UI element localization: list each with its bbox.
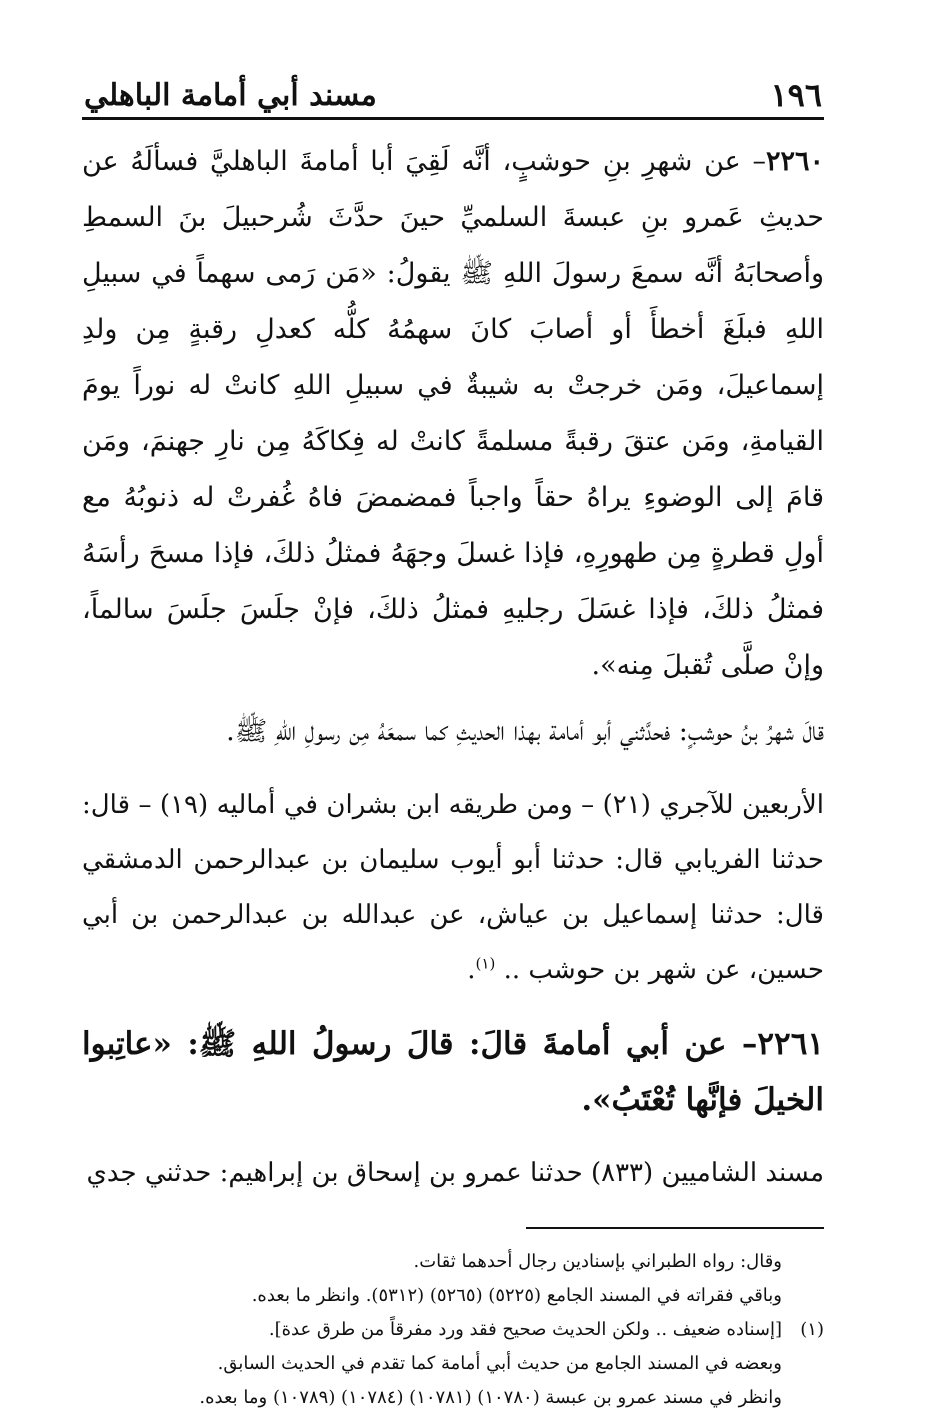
page-header <box>82 70 824 120</box>
hadith-2261-source: مسند الشاميين (٨٣٣) حدثنا عمرو بن إسحاق بن إبراهيم: حدثني جدي <box>86 1158 824 1188</box>
footnote-divider <box>526 1227 824 1229</box>
hadith-2260-source: الأربعين للآجري (٢١) – ومن طريقه ابن بشران في أماليه (١٩) – قال: حدثنا الفريابي قال: حدثنا أبو أيوب سليمان بن عبدالرحمن الدمشقي قال: حدثنا إسماعيل بن عياش، عن عبدالله بن عبدالرحمن بن أبي حسين، عن شهر بن حوشب .. $^{(١)}$. <box>82 790 824 985</box>
footnote-marker: (١) <box>800 1319 824 1340</box>
book-title: مسند أبي أمامة الباهلي <box>84 78 377 113</box>
footnote-1 <box>82 1313 824 1347</box>
hadith-2260 <box>82 134 824 694</box>
source-text: الأربعين للآجري (٢١) – ومن طريقه ابن بشران في أماليه (١٩) – قال: حدثنا الفريابي قال: حدثنا أبو أيوب سليمان بن عبدالرحمن الدمشقي قال: حدثنا إسماعيل بن عياش، عن عبدالله بن عبدالرحمن بن أبي حسين، عن شهر بن حوشب .. <box>82 790 824 985</box>
spacer <box>82 998 824 1016</box>
hadith-2260-followup: قالَ شهرُ بنُ حوشبٍ: فحدَّثني أبو أمامة بهذا الحديثِ كما سمعَهُ مِن رسولِ اللهِ ﷺ. <box>226 716 824 747</box>
footnotes <box>82 1245 824 1415</box>
hadith-number: ٢٢٦١ <box>757 1026 824 1062</box>
hadith-number: ٢٢٦٠ <box>765 146 824 177</box>
footnote-text: [إسناده ضعيف .. ولكن الحديث صحيح فقد ورد مفرقاً من طرق عدة]. <box>268 1319 782 1340</box>
footnote-line: وانظر في مسند عمرو بن عبسة (١٠٧٨٠) (١٠٧٨١) (١٠٧٨٤) (١٠٧٨٩) وما بعده. <box>199 1387 782 1408</box>
spacer <box>82 760 824 778</box>
footnote-line: وقال: رواه الطبراني بإسنادين رجال أحدهما ثقات. <box>413 1251 782 1272</box>
book-page <box>82 70 824 1408</box>
spacer <box>82 1128 824 1146</box>
footnote-line: وباقي فقراته في المسند الجامع (٥٢٢٥) (٥٢٦٥) (٥٣١٢). وانظر ما بعده. <box>251 1285 782 1306</box>
hadith-text: – عن أبي أمامةَ قالَ: قالَ رسولُ اللهِ ﷺ: «عاتِبوا الخيلَ فإنَّها تُعْتَبُ». <box>82 1026 824 1118</box>
main-text <box>82 134 824 1201</box>
footnote-line: وبعضه في المسند الجامع من حديث أبي أمامة كما تقدم في الحديث السابق. <box>217 1353 782 1374</box>
page-number: ١٩٦ <box>770 76 822 114</box>
hadith-2261 <box>82 1016 824 1128</box>
hadith-text: – عن شهرِ بنِ حوشبٍ، أنَّه لَقِيَ أبا أمامةَ الباهليَّ فسألَهُ عن حديثِ عَمرو بنِ عبسةَ السلميِّ حينَ حدَّثَ شُرحبيلَ بنَ السمطِ وأصحابَهُ أنَّه سمعَ رسولَ اللهِ ﷺ يقولُ: «مَن رَمى سهماً في سبيلِ اللهِ فبلَغَ أخطأَ أو أصابَ كانَ سهمُهُ كلُّه كعدلِ رقبةٍ مِن ولدِ إسماعيلَ، ومَن خرجتْ به شيبةٌ في سبيلِ اللهِ كانتْ له نوراً يومَ القيامةِ، ومَن عتقَ رقبةً مسلمةً كانتْ له فِكاكَهُ مِن نارِ جهنمَ، ومَن قامَ إلى الوضوءِ يراهُ حقاً واجباً فمضمضَ فاهُ غُفرتْ له ذنوبُهُ مع أولِ قطرةٍ مِن طهورِهِ، فإذا غسلَ وجهَهُ فمثلُ ذلكَ، فإذا مسحَ رأسَهُ فمثلُ ذلكَ، فإذا غسَلَ رجليهِ فمثلُ ذلكَ، فإنْ جلَسَ جلَسَ سالماً، وإنْ صلَّى تُقبلَ مِنه». <box>82 146 824 681</box>
footnote-reference[interactable]: (١) <box>475 954 496 973</box>
